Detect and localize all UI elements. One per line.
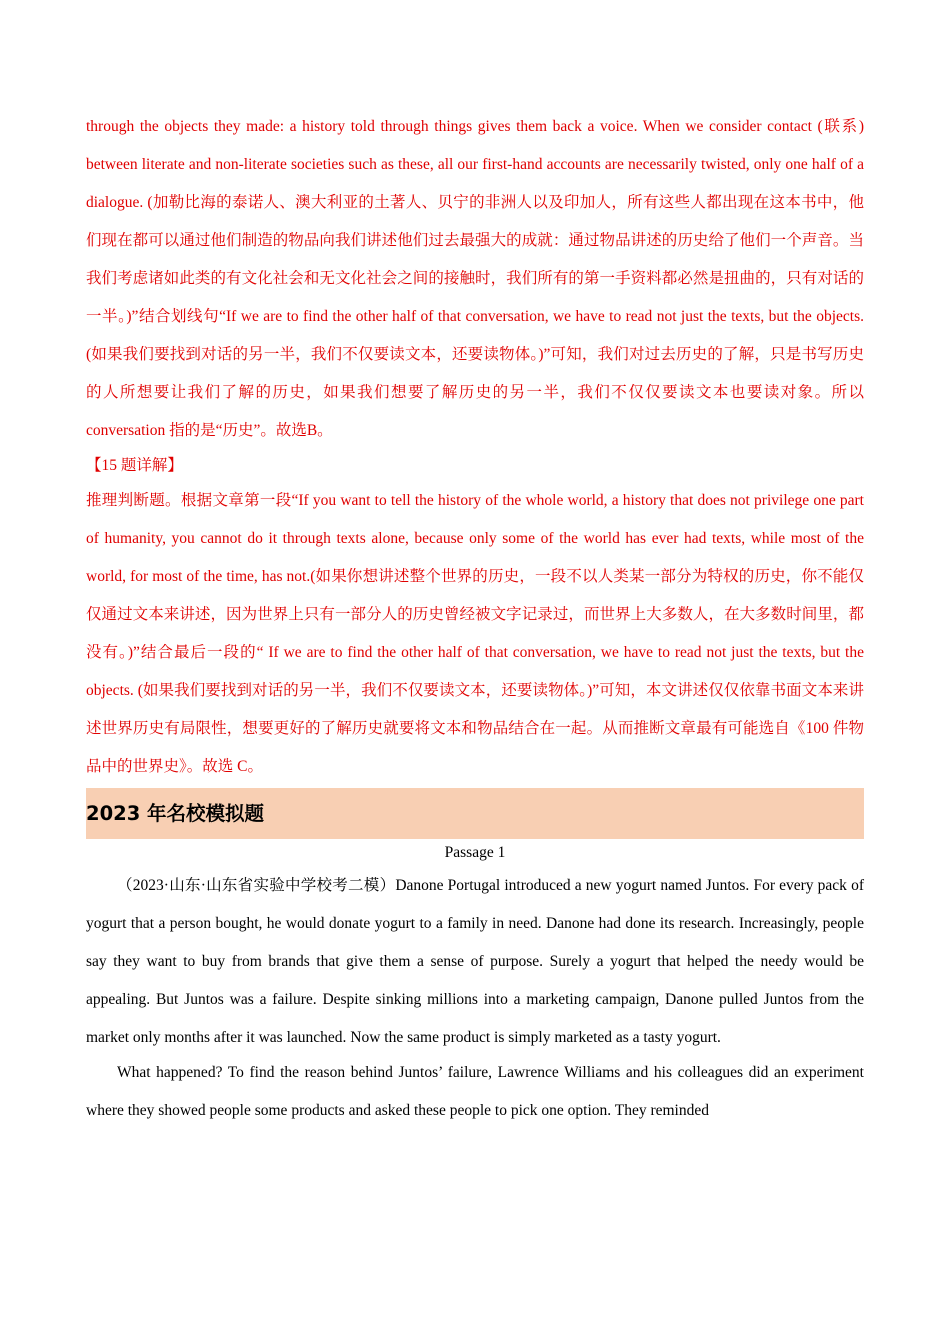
document-page: [86, 108, 864, 1130]
analysis-15-label: 【15 题详解】: [86, 457, 183, 474]
analysis-14-text: through the objects they made: a history told through things gives them back a voice. When we consider contact (联系) between literate and non-literate societies such as these, all our first-hand accounts are necessarily twisted, only one half of a dialogue. (加勒比海的泰诺人、澳大利亚的土著人、贝宁的非洲人以及印加人，所有这些人都出现在这本书中，他们现在都可以通过他们制造的物品向我们讲述他们过去最强大的成就：通过物品讲述的历史给了他们一个声音。当我们考虑诸如此类的有文化社会和无文化社会之间的接触时，我们所有的第一手资料都必然是扭曲的，只有对话的一半。)”结合划线句“If we are to find the other half of that conversation, we have to read not just the texts, but the objects. (如果我们要找到对话的另一半，我们不仅要读文本，还要读物体。)”可知，我们对过去历史的了解，只是书写历史的人所想要让我们了解的历史，如果我们想要了解历史的另一半，我们不仅仅要读文本也要读对象。所以 conversation 指的是“历史”。故选B。: [86, 118, 864, 439]
section-heading: [86, 788, 864, 839]
passage-title: Passage 1: [444, 844, 506, 861]
analysis-15-text: 推理判断题。根据文章第一段“If you want to tell the history of the whole world, a history that does not privilege one part of humanity, you cannot do it through texts alone, because only some of the world has ever had texts, while most of the world, for most of the time, has not.(如果你想讲述整个世界的历史，一段不以人类某一部分为特权的历史，你不能仅仅通过文本来讲述，因为世界上只有一部分人的历史曾经被文字记录过，而世界上大多数人，在大多数时间里，都没有。)”结合最后一段的“ If we are to find the other half of that conversation, we have to read not just the texts, but the objects. (如果我们要找到对话的另一半，我们不仅要读文本，还要读物体。)”可知，本文讲述仅仅依靠书面文本来讲述世界历史有局限性，想要更好的了解历史就要将文本和物品结合在一起。从而推断文章最有可能选自《100 件物品中的世界史》。故选 C。: [86, 492, 864, 775]
passage-paragraph-2: What happened? To find the reason behind Juntos’ failure, Lawrence Williams and his colleagues did an experiment where they showed people some products and asked these people to pick one option. They reminded: [86, 1064, 864, 1119]
section-title: 2023 年名校模拟题: [86, 801, 265, 825]
passage-paragraph-1: （2023·山东·山东省实验中学校考二模）Danone Portugal introduced a new yogurt named Juntos. For every pack of yogurt that a person bought, he would donate yogurt to a family in need. Danone had done its research. Increasingly, people say they want to buy from brands that give them a sense of purpose. Surely a yogurt that helped the needy would be appealing. But Juntos was a failure. Despite sinking millions into a marketing campaign, Danone pulled Juntos from the market only months after it was launched. Now the same product is simply marketed as a tasty yogurt.: [86, 877, 864, 1046]
